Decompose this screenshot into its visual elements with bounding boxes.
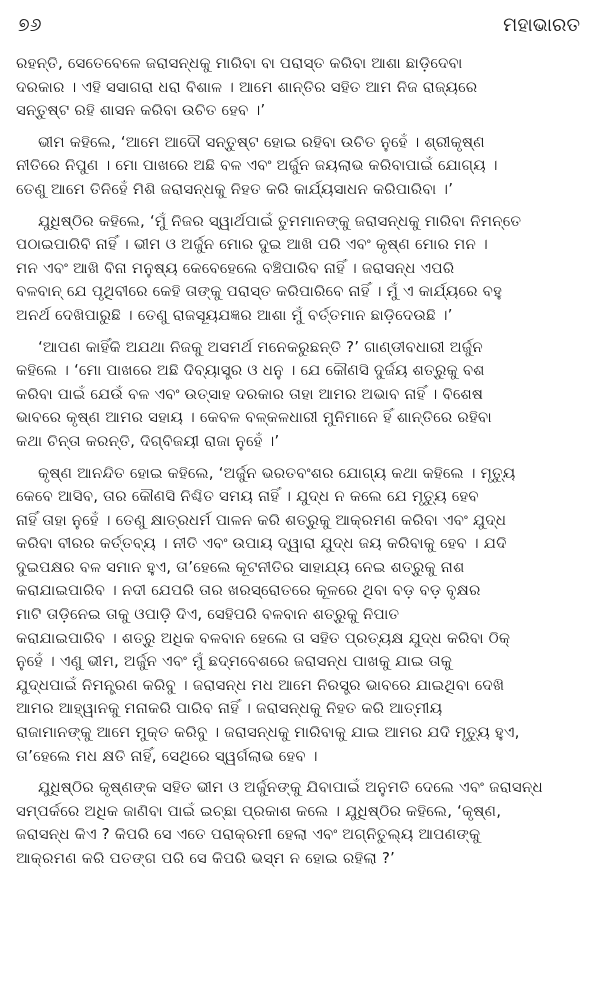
paragraph <box>16 336 584 454</box>
text-line: କଥା ଚିନ୍ତା କରନ୍ତି, ଦିଗ୍‌ବିଜୟୀ ରାଜା ନୁହେଁ ।’ <box>16 431 280 450</box>
text-line: ତେଣୁ ଆମେ ତିନିହେଁ ମିଶି ଜରାସନ୍ଧକୁ ନିହତ କରି କାର୍ଯ୍ୟସାଧନ କରିପାରିବା ।’ <box>16 179 454 198</box>
paragraph-gap <box>16 768 584 776</box>
text-line: କରିବା ପାଇଁ ଯେଉଁ ବଳ ଏବଂ ଉତ୍ସାହ ଦରକାର ତାହା ଆମର ଅଭାବ ନାହିଁ । ବିଶେଷ <box>16 384 484 403</box>
text-line: ରାଜାମାନଙ୍କୁ ଆମେ ମୁକ୍ତ କରିବୁ । ଜରାସନ୍ଧକୁ ମାରିବାକୁ ଯାଇ ଆମର ଯଦି ମୃତ୍ୟୁ ହୁଏ, <box>16 723 520 742</box>
text-line: ତା’ହେଲେ ମଧ କ୍ଷତି ନାହିଁ, ସେଥିରେ ସ୍ୱର୍ଗଲାଭ ହେବ । <box>16 746 318 765</box>
text-line: ଦରକାର । ଏହି ସସାଗରା ଧରା ବିଶାଳ । ଆମେ ଶାନ୍ତିର ସହିତ ଆମ ନିଜ ରାଜ୍ୟରେ <box>16 77 478 96</box>
text-line: ଭାବରେ କୃଷ୍ଣ ଆମର ସହାୟ । କେବଳ ବଳ୍କଳଧାରୀ ମୁନିମାନେ ହିଁ ଶାନ୍ତିରେ ରହିବା <box>16 408 492 427</box>
text-line: କରାଯାଇପାରିବ । ଶତ୍ରୁ ଅଧିକ ବଳବାନ ହେଲେ ତା ସହିତ ପ୍ରତ୍ୟକ୍ଷ ଯୁଦ୍ଧ କରିବା ଠିକ୍ <box>16 628 511 647</box>
text-line: ଯୁଧିଷ୍ଠିର କୃଷ୍ଣଙ୍କ ସହିତ ଭୀମ ଓ ଅର୍ଜୁନଙ୍କୁ ଯିବାପାଇଁ ଅନୁମତି ଦେଲେ ଏବଂ ଜରାସନ୍ଧ <box>38 778 543 797</box>
body-text <box>16 52 584 871</box>
paragraph-gap <box>16 202 584 210</box>
text-line: ଯୁଧିଷ୍ଠିର କହିଲେ, ‘ମୁଁ ନିଜର ସ୍ୱାର୍ଥପାଇଁ ତୁମମାନଙ୍କୁ ଜରାସନ୍ଧକୁ ମାରିବା ନିମନ୍ତେ <box>38 211 522 230</box>
text-line: ନୀତିରେ ନିପୁଣ । ମୋ ପାଖରେ ଅଛି ବଳ ଏବଂ ଅର୍ଜୁନ ଜୟଲାଭ କରିବାପାଇଁ ଯୋଗ୍ୟ । <box>16 156 498 175</box>
text-line: ମନ ଏବଂ ଆଖି ବିନା ମନୁଷ୍ୟ କେବେହେଲେ ବଞ୍ଚିପାରିବ ନାହିଁ । ଜରାସନ୍ଧ ଏପରି <box>16 258 455 277</box>
text-line: ଦୁଇପକ୍ଷର ବଳ ସମାନ ହୁଏ, ତା’ହେଲେ କୂଟନୀତିର ସାହାଯ୍ୟ ନେଇ ଶତ୍ରୁକୁ ନାଶ <box>16 557 465 576</box>
text-line: ଆକ୍ରମଣ କରି ପତଙ୍ଗ ପରି ସେ କିପରି ଭସ୍ମ ନ ହୋଇ ରହିଲା ?’ <box>16 849 395 867</box>
text-line: ଭୀମ କହିଲେ, ‘ଆମେ ଆଦୌ ସନ୍ତୁଷ୍ଟ ହୋଇ ରହିବା ଉଚିତ ନୁହେଁ । ଶ୍ରୀକୃଷ୍ଣ <box>38 132 485 151</box>
paragraph <box>16 131 584 202</box>
text-line: ଆମର ଆହ୍ୱାନକୁ ମନାକରି ପାରିବ ନାହିଁ । ଜରାସନ୍ଧକୁ ନିହତ କରି ଆତ୍ମୀୟ <box>16 699 443 718</box>
text-line: କରାଯାଇପାରିବ । ନଦୀ ଯେପରି ତାର ଖରସ୍ରୋତରେ କୂଳରେ ଥିବା ବଡ଼ ବଡ଼ ବୃକ୍ଷର <box>16 581 481 600</box>
paragraph <box>16 52 584 123</box>
text-line: କରିବା ବୀରର କର୍ତ୍ତବ୍ୟ । ନୀତି ଏବଂ ଉପାୟ ଦ୍ୱାରା ଯୁଦ୍ଧ ଜୟ କରିବାକୁ ହେବ । ଯଦି <box>16 534 507 553</box>
text-line: ଯୁଦ୍ଧପାଇଁ ନିମନ୍ତ୍ରଣ କରିବୁ । ଜରାସନ୍ଧ ମଧ ଆମେ ନିରସ୍ତ୍ର ଭାବରେ ଯାଇଥିବା ଦେଖି <box>16 675 505 694</box>
page-number: ୭୬ <box>18 14 42 36</box>
text-line: ମାଟି ତାଡ଼ିନେଇ ତାକୁ ଓପାଡ଼ି ଦିଏ, ସେହିପରି ବଳବାନ ଶତ୍ରୁକୁ ନିପାତ <box>16 605 400 624</box>
text-line: ନୁହେଁ । ଏଣୁ ଭୀମ, ଅର୍ଜୁନ ଏବଂ ମୁଁ ଛଦ୍ମବେଶରେ ଜରାସନ୍ଧ ପାଖକୁ ଯାଇ ତାକୁ <box>16 652 453 671</box>
paragraph-gap <box>16 454 584 462</box>
text-line: ‘ଆପଣ କାହିଁକି ଅଯଥା ନିଜକୁ ଅସମର୍ଥ ମନେକରୁଛନ୍ତି ?’ ଗାଣ୍ଡୀବଧାରୀ ଅର୍ଜୁନ <box>38 337 483 356</box>
paragraph <box>16 210 584 328</box>
paragraph-gap <box>16 123 584 131</box>
text-line: ଜରାସନ୍ଧ କିଏ ? କିପରି ସେ ଏତେ ପରାକ୍ରମୀ ହେଲା ଏବଂ ଅଗ୍ନିତୁଲ୍ୟ ଆପଣଙ୍କୁ <box>16 825 481 844</box>
running-header <box>16 8 584 42</box>
text-line: ସନ୍ତୁଷ୍ଟ ରହି ଶାସନ କରିବା ଉଚିତ ହେବ ।’ <box>16 101 266 120</box>
text-line: ବଳବାନ୍ ଯେ ପୃଥିବୀରେ କେହି ତାଙ୍କୁ ପରାସ୍ତ କରିପାରିବେ ନାହିଁ । ମୁଁ ଏ କାର୍ଯ୍ୟରେ ବହୁ <box>16 282 503 301</box>
paragraph <box>16 462 584 769</box>
paragraph-gap <box>16 328 584 336</box>
text-line: ପଠାଇପାରିବି ନାହିଁ । ଭୀମ ଓ ଅର୍ଜୁନ ମୋର ଦୁଇ ଆଖି ପରି ଏବଂ କୃଷ୍ଣ ମୋର ମନ । <box>16 235 488 254</box>
text-line: ସମ୍ପର୍କରେ ଅଧିକ ଜାଣିବା ପାଇଁ ଇଚ୍ଛା ପ୍ରକାଶ କଲେ । ଯୁଧିଷ୍ଠିର କହିଲେ, ‘କୃଷ୍ଣ, <box>16 801 502 820</box>
text-line: ନାହିଁ ତାହା ନୁହେଁ । ତେଣୁ କ୍ଷାତ୍ରଧର୍ମ ପାଳନ କରି ଶତ୍ରୁକୁ ଆକ୍ରମଣ କରିବା ଏବଂ ଯୁଦ୍ଧ <box>16 510 507 529</box>
book-title: ମହାଭାରତ <box>503 14 580 36</box>
text-line: ଅନର୍ଥ ଦେଖିପାରୁଛି । ତେଣୁ ରାଜସୂୟଯଜ୍ଞର ଆଶା ମୁଁ ବର୍ତ୍ତମାନ ଛାଡ଼ିଦେଉଛି ।’ <box>16 305 453 324</box>
text-line: କୃଷ୍ଣ ଆନନ୍ଦିତ ହୋଇ କହିଲେ, ‘ଅର୍ଜୁନ ଭରତବଂଶର ଯୋଗ୍ୟ କଥା କହିଲେ । ମୃତ୍ୟୁ <box>38 463 516 482</box>
text-line: ରହନ୍ତି, ସେତେବେଳେ ଜରାସନ୍ଧକୁ ମାରିବା ବା ପରାସ୍ତ କରିବା ଆଶା ଛାଡ଼ିଦେବା <box>16 54 463 72</box>
text-line: କହିଲେ । ‘ମୋ ପାଖରେ ଅଛି ଦିବ୍ୟାସ୍ତ୍ର ଓ ଧନୁ । ଯେ କୌଣସି ଦୁର୍ଜୟ ଶତ୍ରୁକୁ ବଶ <box>16 361 485 380</box>
text-line: କେବେ ଆସିବ, ତାର କୌଣସି ନିଶ୍ଚିତ ସମୟ ନାହିଁ । ଯୁଦ୍ଧ ନ କଲେ ଯେ ମୃତ୍ୟୁ ହେବ <box>16 487 479 506</box>
paragraph <box>16 776 584 870</box>
